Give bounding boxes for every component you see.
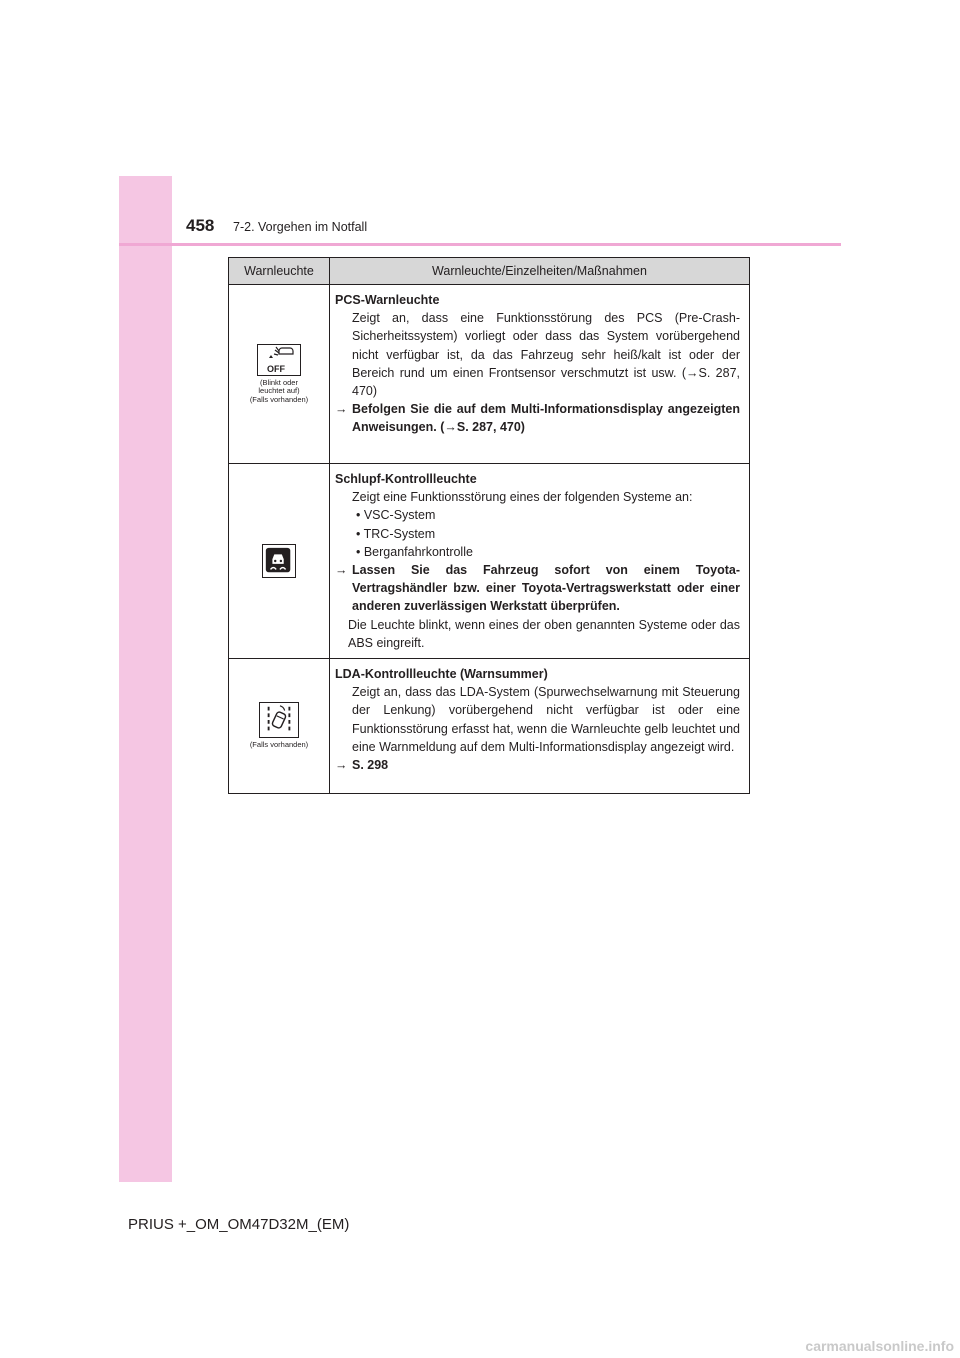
row-action <box>335 561 740 616</box>
warning-light-table <box>228 257 750 794</box>
footer-model-code: PRIUS +_OM_OM47D32M_(EM) <box>128 1216 350 1233</box>
table-row <box>229 464 750 659</box>
icon-note: (Falls vorhanden) <box>249 740 309 750</box>
row-action <box>335 756 740 774</box>
row-note: Die Leuchte blinkt, wenn eines der oben genannten Systeme oder das ABS eingreift. <box>348 617 740 650</box>
page-number: 458 <box>186 216 215 235</box>
icon-cell <box>229 464 330 659</box>
icon-note-line: leuchtet auf) <box>258 386 300 396</box>
pcs-off-icon <box>257 344 301 376</box>
list-item: • Berganfahrkontrolle <box>356 544 473 559</box>
row-description: Zeigt an, dass das LDA-System (Spurwechselwarnung mit Steuerung der Lenkung) vorübergehend nicht verfügbar ist oder eine Funktionsstörung erfasst hat, wenn die Warnleuchte gelb leuchtet und eine Warnmeldung auf dem Multi-Informationsdisplay angezeigt wird. <box>352 685 740 754</box>
row-title: PCS-Warnleuchte <box>335 293 440 307</box>
table-row <box>229 659 750 794</box>
pcs-icon-off-text: OFF <box>267 363 285 374</box>
table-row <box>229 285 750 464</box>
icon-cell <box>229 659 330 794</box>
arrow-icon: → <box>335 402 348 417</box>
row-action-text: Befolgen Sie die auf dem Multi-Informationsdisplay angezeigten Anweisungen. (→S. 287, 470) <box>352 402 740 435</box>
row-description: Zeigt an, dass eine Funktionsstörung des PCS (Pre-Crash-Sicherheitssystem) vorliegt oder dass das System vorübergehend nicht verfügbar ist, da das Fahrzeug sehr heiß/kalt ist oder der Bereich rund um einen Frontsensor verschmutzt ist usw. (→S. 287, 470) <box>352 311 740 399</box>
section-title: 7-2. Vorgehen im Notfall <box>233 220 368 234</box>
column-header-details: Warnleuchte/Einzelheiten/Maßnahmen <box>330 258 750 285</box>
details-cell <box>330 464 750 659</box>
icon-note <box>229 379 329 405</box>
list-item: • VSC-System <box>356 508 436 523</box>
side-color-band <box>119 176 172 1182</box>
watermark: carmanualsonline.info <box>805 1338 954 1354</box>
slip-indicator-icon <box>262 544 296 578</box>
icon-cell <box>229 285 330 464</box>
row-title: Schlupf-Kontrollleuchte <box>335 472 477 486</box>
row-action-text: Lassen Sie das Fahrzeug sofort von einem Toyota-Vertragshändler bzw. einer Toyota-Vertragswerkstatt oder einer anderen zuverlässigen Werkstatt überprüfen. <box>352 563 740 614</box>
arrow-icon: → <box>335 563 348 578</box>
row-title: LDA-Kontrollleuchte (Warnsummer) <box>335 667 548 682</box>
details-cell <box>330 659 750 794</box>
lda-indicator-icon <box>259 702 299 738</box>
row-action-text: S. 298 <box>352 758 389 773</box>
list-item: • TRC-System <box>356 526 436 541</box>
details-cell <box>330 285 750 464</box>
row-description: Zeigt eine Funktionsstörung eines der folgenden Systeme an: <box>352 490 693 505</box>
arrow-icon: → <box>335 758 348 773</box>
table-header-row <box>229 258 750 285</box>
icon-note-line: (Blinkt oder <box>260 377 298 387</box>
column-header-warning-light: Warnleuchte <box>229 258 330 285</box>
icon-note-line: (Falls vorhanden) <box>249 394 309 404</box>
header-rule <box>119 243 841 246</box>
row-action <box>335 400 740 436</box>
